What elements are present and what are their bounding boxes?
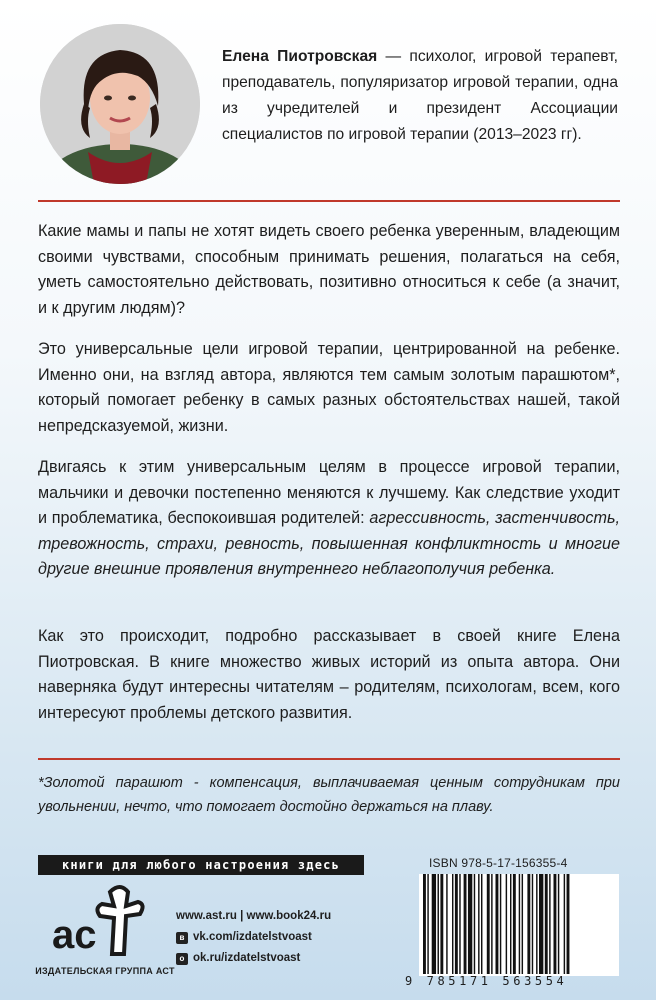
publisher-links <box>176 906 376 969</box>
paragraph-3-italic: агрессивность, застенчивость, тревожность, страхи, ревность, повышенная конфликтность и многие другие внешние проявления внутреннего неблагополучия ребенка. <box>38 509 620 579</box>
barcode-bar <box>478 874 479 974</box>
barcode-bar <box>452 874 453 974</box>
barcode-bar <box>455 874 458 974</box>
barcode-bar <box>554 874 557 974</box>
svg-text:ac: ac <box>52 913 97 957</box>
vk-link[interactable] <box>176 927 376 948</box>
barcode-bar <box>432 874 436 974</box>
barcode-bar <box>427 874 428 974</box>
barcode-icon <box>419 874 619 976</box>
barcode-bar <box>491 874 492 974</box>
barcode-bar <box>459 874 460 974</box>
author-bio <box>222 44 618 148</box>
paragraph-2: Это универсальные цели игровой терапии, центрированной на ребенке. Именно они, на взгляд автора, являются тем самым золотым парашютом*, который помогает ребенку в самых разных обстоятельствах нашей, такой непредсказуемой, жизни. <box>38 340 620 435</box>
top-divider <box>38 200 620 202</box>
author-bio-text: — психолог, игровой терапевт, преподаватель, популяризатор игровой терапии, одна из учредителей и президент Ассоциации специалистов по игровой терапии (2013–2023 гг). <box>222 48 618 143</box>
barcode-bar <box>522 874 523 974</box>
barcode-bar <box>500 874 501 974</box>
barcode-bar <box>519 874 520 974</box>
barcode-bar <box>474 874 475 974</box>
ast-logo-icon <box>38 880 168 970</box>
isbn-digits: 9 785171 563554 <box>405 974 568 988</box>
barcode-bar <box>564 874 565 974</box>
barcode-bar <box>539 874 543 974</box>
isbn-block <box>405 856 625 992</box>
barcode-bar <box>438 874 439 974</box>
paragraph-1: Какие мамы и папы не хотят видеть своего ребенка уверенным, владеющим своими чувствами, способным принимать решения, полагаться на себя, уметь самостоятельно действовать, позитивно относиться к себе (а значит, и к другим людям)? <box>38 222 620 317</box>
website-links-text[interactable]: www.ast.ru | www.book24.ru <box>176 910 332 922</box>
barcode-bar <box>567 874 570 974</box>
paragraph-4: Как это происходит, подробно рассказывает в своей книге Елена Пиотровская. В книге множество живых историй из опыта автора. Они наверняка будут интересны читателям – родителям, психологам, всем, кого интересуют проблемы детского развития. <box>38 627 620 722</box>
portrait-illustration <box>40 24 200 184</box>
barcode-bar <box>536 874 537 974</box>
barcode-bar <box>496 874 499 974</box>
paragraph-3 <box>38 455 620 583</box>
barcode-bar <box>532 874 533 974</box>
barcode-bar <box>423 874 426 974</box>
publisher-caption: ИЗДАТЕЛЬСКАЯ ГРУППА АСТ <box>35 966 175 976</box>
bottom-divider <box>38 758 620 760</box>
barcode-bar <box>549 874 550 974</box>
tagline-banner: книги для любого настроения здесь <box>38 855 364 875</box>
vk-link-text[interactable]: vk.com/izdatelstvoast <box>193 931 312 943</box>
barcode-bar <box>513 874 516 974</box>
barcode-bar <box>510 874 511 974</box>
author-portrait <box>40 24 200 184</box>
paragraph-3-text: Двигаясь к этим универсальным целям в процессе игровой терапии, мальчики и девочки постепенно меняются к лучшему. Как следствие уходит и проблематика, беспокоившая родителей: <box>38 458 620 528</box>
footnote: *Золотой парашют - компенсация, выплачиваемая ценным сотрудникам при увольнении, нечто, что помогает достойно держаться на плаву. <box>38 775 620 815</box>
barcode-bar <box>487 874 490 974</box>
barcode-bar <box>506 874 507 974</box>
barcode-bar <box>440 874 443 974</box>
ok-link[interactable] <box>176 948 376 969</box>
barcode-bar <box>464 874 467 974</box>
barcode-bar <box>558 874 559 974</box>
ok-icon: о <box>176 953 188 965</box>
isbn-label: ISBN 978-5-17-156355-4 <box>429 856 568 870</box>
barcode-bar <box>468 874 472 974</box>
barcode-bar <box>446 874 447 974</box>
publisher-logo <box>38 880 168 970</box>
author-block <box>0 0 656 200</box>
barcode-bar <box>545 874 548 974</box>
website-links[interactable] <box>176 906 376 927</box>
author-name: Елена Пиотровская <box>222 48 378 65</box>
ok-link-text[interactable]: ok.ru/izdatelstvoast <box>193 952 301 964</box>
barcode-bar <box>481 874 482 974</box>
vk-icon: в <box>176 932 188 944</box>
barcode-bar <box>527 874 530 974</box>
